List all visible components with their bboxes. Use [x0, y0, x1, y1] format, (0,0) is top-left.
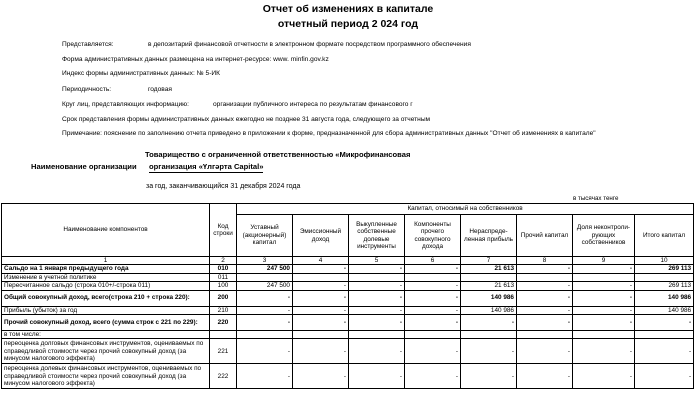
row-value: - [237, 306, 293, 314]
row-value: - [635, 364, 694, 389]
row-value: - [573, 282, 635, 290]
row-name: Сальдо на 1 января предыдущего года [2, 265, 210, 273]
row-value: - [635, 315, 694, 331]
row-value: - [237, 364, 293, 389]
capital-changes-table [1, 203, 694, 389]
row-code: 010 [210, 265, 237, 273]
row-value: - [517, 364, 573, 389]
header-col-7: Нераспреде-ленная прибыль [461, 215, 517, 257]
org-label: Наименование организации [31, 162, 137, 171]
row-code: 221 [210, 339, 237, 364]
col-number: 5 [349, 257, 405, 265]
header-col-3: Уставный (акционерный) капитал [237, 215, 293, 257]
header-col-4: Эмиссионный доход [293, 215, 349, 257]
row-value: - [349, 339, 405, 364]
header-code: Код строки [210, 204, 237, 257]
note-text: Примечание: пояснение по заполнению отчета приведено в приложении к форме, предназначенной для сбора административных данных "Отчет об изменениях в капитале" [62, 130, 596, 137]
header-col-5: Выкупленные собственные долевые инструменты [349, 215, 405, 257]
circle-label: Круг лиц, представляющих информацию: [62, 101, 189, 108]
table-row [2, 282, 694, 290]
table-row [2, 290, 694, 306]
row-value: - [293, 364, 349, 389]
row-value: - [517, 315, 573, 331]
row-value: - [349, 315, 405, 331]
col-number: 2 [210, 257, 237, 265]
row-code: 200 [210, 290, 237, 306]
row-value: - [405, 265, 461, 273]
table-row [2, 315, 694, 331]
row-value [237, 273, 293, 281]
header-col-6: Компоненты прочего совокупного дохода [405, 215, 461, 257]
row-name: переоценка долевых финансовых инструментов, оцениваемых по справедливой стоимости через прочий совокупный доход (за минусом налогового эффекта) [2, 364, 210, 389]
row-value: - [293, 306, 349, 314]
periodicity-value: годовая [148, 86, 172, 93]
row-name: в том числе: [2, 331, 210, 339]
row-value: - [517, 282, 573, 290]
row-value: - [405, 306, 461, 314]
row-code: 222 [210, 364, 237, 389]
row-value: - [573, 306, 635, 314]
row-value: - [517, 306, 573, 314]
row-value: - [461, 315, 517, 331]
row-code [210, 331, 237, 339]
row-value: - [573, 364, 635, 389]
col-number: 3 [237, 257, 293, 265]
table-body [2, 265, 694, 389]
row-value: - [293, 265, 349, 273]
table-row [2, 339, 694, 364]
header-capital-group: Капитал, относимый на собственников [237, 204, 694, 215]
row-code: 100 [210, 282, 237, 290]
row-value: - [293, 339, 349, 364]
row-value: - [405, 290, 461, 306]
row-value [573, 331, 635, 339]
form-index: Индекс формы административных данных: № 5-ИК [62, 70, 220, 77]
org-name-line1: Товарищество с ограниченной ответственностью «Микрофинансовая [145, 150, 411, 159]
row-value: 247 500 [237, 282, 293, 290]
col-number: 6 [405, 257, 461, 265]
row-value: - [517, 265, 573, 273]
table-row [2, 265, 694, 273]
row-name: Прочий совокупный доход, всего (сумма строк с 221 по 229): [2, 315, 210, 331]
row-value [349, 331, 405, 339]
row-value: - [237, 315, 293, 331]
org-name-line2: организация «Үлгəрта Capital» [149, 162, 264, 171]
table-row [2, 331, 694, 339]
row-value [405, 273, 461, 281]
row-name: Изменение в учетной политике [2, 273, 210, 281]
row-value: - [517, 339, 573, 364]
row-value: - [573, 290, 635, 306]
units-text: в тысячах тенге [573, 195, 619, 202]
row-name: Пересчитанное сальдо (строка 010+/-строка 011) [2, 282, 210, 290]
deadline-text: Срок представления формы административных данных ежегодно не позднее 31 августа года, следующего за отчетным [62, 116, 431, 123]
row-value: 21 613 [461, 282, 517, 290]
row-value: 269 113 [635, 265, 694, 273]
row-value [405, 331, 461, 339]
row-value [573, 273, 635, 281]
row-value: - [293, 315, 349, 331]
row-code: 220 [210, 315, 237, 331]
col-number: 8 [517, 257, 573, 265]
col-number: 7 [461, 257, 517, 265]
header-col-10: Итого капитал [635, 215, 694, 257]
row-code: 210 [210, 306, 237, 314]
row-value: - [461, 364, 517, 389]
published-text: Форма административных данных размещена на интернет-ресурсе: www. minfin.gov.kz [62, 56, 329, 63]
row-value: - [293, 282, 349, 290]
row-value: - [405, 364, 461, 389]
row-value: - [405, 315, 461, 331]
row-value: 269 113 [635, 282, 694, 290]
row-value: 140 986 [461, 306, 517, 314]
table-row [2, 364, 694, 389]
row-value: 140 986 [635, 306, 694, 314]
row-value: - [573, 265, 635, 273]
table-row [2, 306, 694, 314]
row-value [517, 331, 573, 339]
circle-value: организации публичного интереса по результатам финансового г [213, 101, 413, 108]
header-components: Наименование компонентов [2, 204, 210, 257]
row-value [349, 273, 405, 281]
row-value: - [349, 290, 405, 306]
row-code: 011 [210, 273, 237, 281]
row-name: Прибыль (убыток) за год [2, 306, 210, 314]
row-value [635, 273, 694, 281]
col-number: 9 [573, 257, 635, 265]
row-value [461, 273, 517, 281]
row-value: - [517, 290, 573, 306]
row-value: - [461, 339, 517, 364]
row-value: - [293, 290, 349, 306]
row-value: 140 986 [635, 290, 694, 306]
row-value: 140 986 [461, 290, 517, 306]
row-value [293, 273, 349, 281]
row-name: переоценка долговых финансовых инструментов, оцениваемых по справедливой стоимости через прочий совокупный доход (за минусом налогового эффекта) [2, 339, 210, 364]
row-value: - [349, 364, 405, 389]
report-period-title: отчетный период 2 024 год [277, 18, 419, 30]
row-name: Общий совокупный доход, всего(строка 210 + строка 220): [2, 290, 210, 306]
presented-label: Представляется: [62, 41, 114, 48]
row-value [517, 273, 573, 281]
row-value: - [237, 339, 293, 364]
row-value: - [573, 315, 635, 331]
periodicity-label: Периодичность: [62, 86, 112, 93]
row-value [461, 331, 517, 339]
row-value: - [237, 290, 293, 306]
row-value [237, 331, 293, 339]
row-value: - [635, 339, 694, 364]
col-number: 10 [635, 257, 694, 265]
table-row [2, 273, 694, 281]
row-value [293, 331, 349, 339]
header-col-8: Прочий капитал [517, 215, 573, 257]
period-text: за год, заканчивающийся 31 декабря 2024 года [146, 183, 301, 190]
col-number: 1 [2, 257, 210, 265]
row-value [635, 331, 694, 339]
row-value: 247 500 [237, 265, 293, 273]
col-number: 4 [293, 257, 349, 265]
report-title: Отчет об изменениях в капитале [262, 3, 434, 15]
row-value: - [405, 339, 461, 364]
row-value: - [349, 306, 405, 314]
row-value: 21 613 [461, 265, 517, 273]
header-col-9: Доля неконтроли-рующих собственников [573, 215, 635, 257]
row-value: - [349, 265, 405, 273]
row-value: - [573, 339, 635, 364]
row-value: - [349, 282, 405, 290]
presented-value: в депозитарий финансовой отчетности в электронном формате посредством программного обеспечения [148, 41, 471, 48]
row-value: - [405, 282, 461, 290]
